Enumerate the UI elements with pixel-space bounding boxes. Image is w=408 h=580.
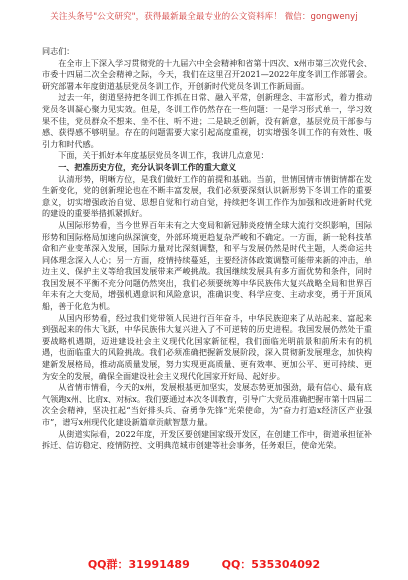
qq-group-label: QQ群：31991489 [87, 558, 190, 571]
paragraph: 从街道实际看，2022年度，开发区要创建国家级开发区，在创建工作中，街道承担征补拆迁、信访稳定、疫情防控、文明典范城市创建等社会事务，任务艰巨，使命光荣。 [42, 428, 372, 451]
paragraph: 认清形势，明晰方位，是我们做好工作的前提和基础。当前，世情国情市情街情都在发生新变化，党的创新理论也在不断丰富发展，我们必须要深刻认识新形势下冬训工作的重要意义，切实增强政治自觉、思想自觉和行动自觉，持续把冬训工作作为加强和改进新时代党的建设的重要举措抓紧抓好。 [42, 173, 372, 219]
paragraph: 下面，关于抓好本年度基层党员冬训工作，我讲几点意见： [58, 150, 269, 161]
paragraph: 从国内形势看，经过我们党带领人民进行百年奋斗，中华民族迎来了从站起来、富起来到强起来的伟大飞跃，中华民族伟大复兴进入了不可逆转的历史进程。我国发展仍然处于重要战略机遇期，迈进建设社会主义现代化国家新征程，我们面临光明前景和前所未有的机遇，也面临重大的风险挑战。我们必须准确把握新发展阶段，深入贯彻新发展理念，加快构建新发展格局，推动高质量发展，努力实现更高质量、更有效率、更加公平、更可持续、更为安全的发展，确保全面建设社会主义现代化国家开好局、起好步。 [42, 312, 372, 381]
section-heading: 一、把准历史方位，充分认识冬训工作的重大意义 [58, 161, 237, 172]
paragraph: 在全市上下深入学习贯彻党的十九届六中全会精神和省第十四次、x州市第三次党代会、市委十四届二次全会精神之际，今天，我们在这里召开2021—2022年度冬训工作部署会。研究部署本年度街道基层党员冬训工作，开创新时代党员冬训工作新局面。 [42, 57, 372, 91]
paragraph: 从国际形势看，当今世界百年未有之大变局和新冠肺炎疫情全球大流行交织影响，国际形势和国际格局加速向纵深演变，外部环境更趋复杂严峻和不确定。一方面，新一轮科技革命和产业变革深入发展，国际力量对比深刻调整，和平与发展仍然是时代主题，人类命运共同体理念深入人心；另一方面，疫情持续蔓延，主要经济体政策调整可能带来新的冲击，单边主义、保护主义等给我国发展带来严峻挑战。我国继续发展具有多方面优势和条件，同时我国发展不平衡不充分问题仍然突出，我们必须要统筹中华民族伟大复兴战略全局和世界百年未有之大变局，增强机遇意识和风险意识，准确识变、科学应变、主动求变，勇于开顶风船，善于化危为机。 [42, 219, 372, 312]
salutation: 同志们： [42, 46, 75, 56]
paragraph: 过去一年，街道坚持把冬训工作抓在日常、融入平常，创新理念、丰富形式，着力推动党员冬训凝心聚力见实效。但是，冬训工作仍然存在一些问题：一是学习形式单一，学习效果不佳，党员群众不想来、坐不住、听不进；二是缺乏创新，没有新意，基层党员干部参与感、获得感不够明显。存在的问题需要大家引起高度重视，切实增强冬训工作的有效性、吸引力和时代感。 [42, 92, 372, 149]
paragraph: 从省情市情看，今天的x州，发展根基更加坚实，发展态势更加强劲，最有信心、最有底气领跑x州、比肩x、对标x。我们要通过本次冬训教育，引导广大党员准确把握市第十四届二次全会精神，坚决扛起“当好排头兵、奋勇争先锋”光荣使命，为“奋力打造x经济区产业强市”，谱写x州现代化建设新篇章贡献智慧力量。 [42, 382, 372, 427]
document-body [42, 46, 372, 452]
qq-label: QQ：535304092 [221, 558, 321, 571]
footer-contact [0, 556, 408, 572]
watermark-banner: 关注头条号"公文研究"，获得最新最全最专业的公文资料库！ 微信：gongwenyj [50, 12, 358, 22]
